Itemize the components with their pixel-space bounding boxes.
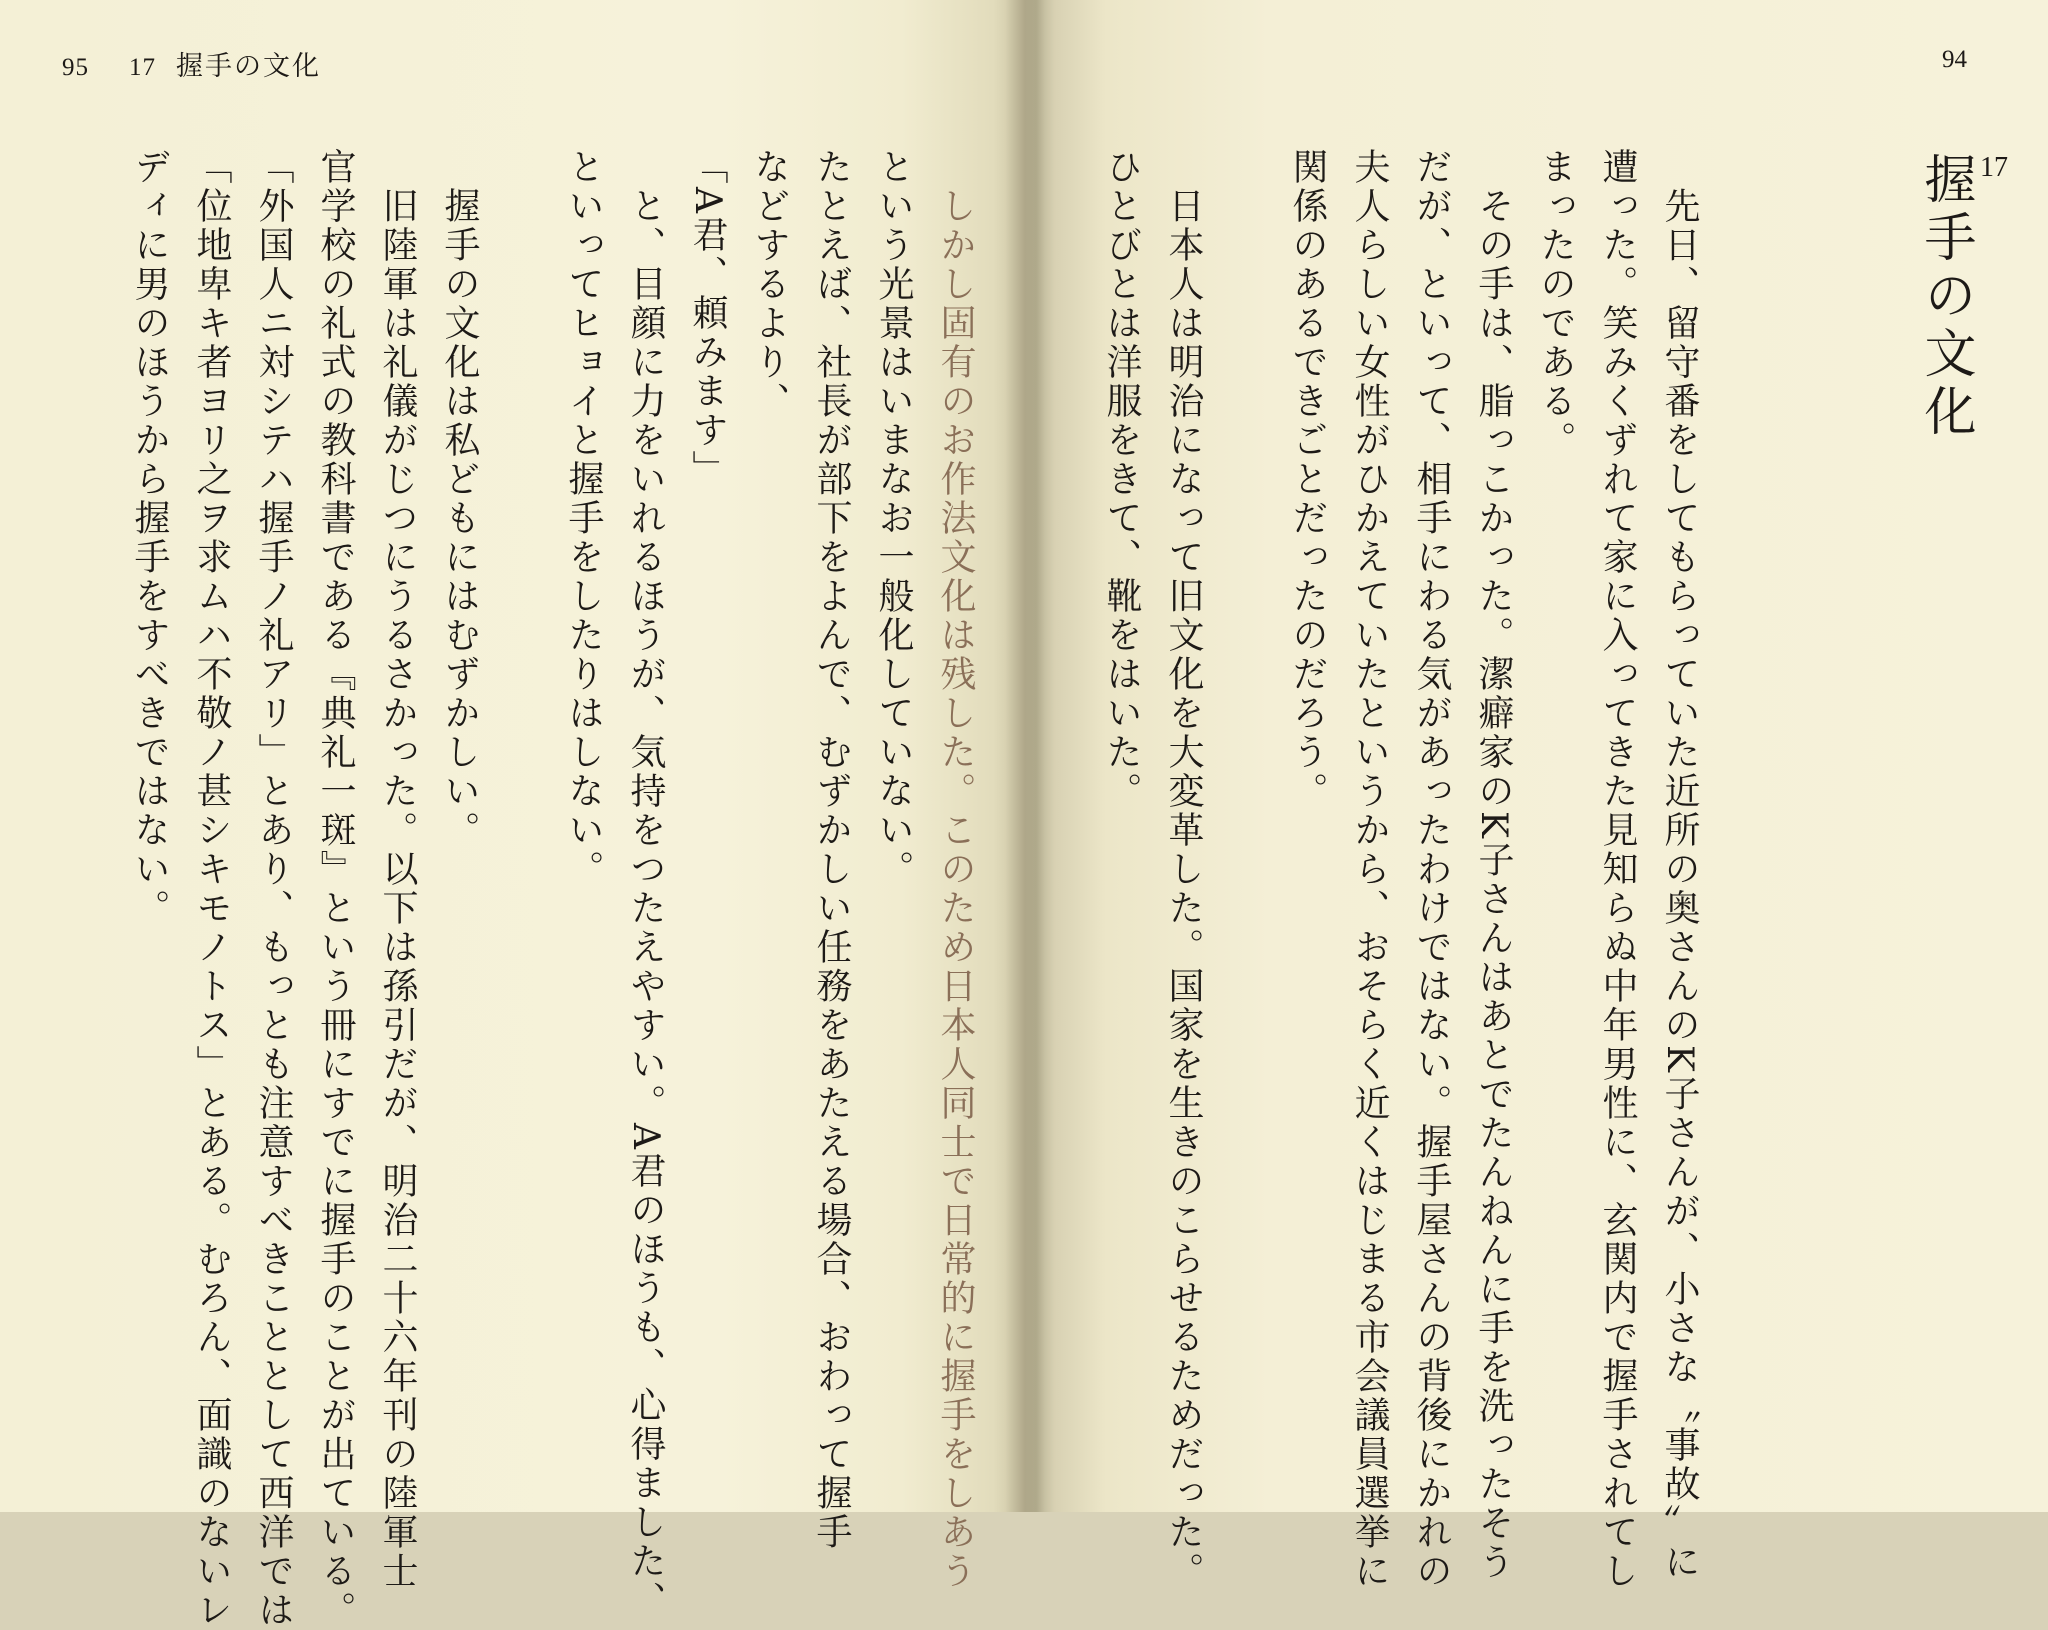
text-column: 「位地卑キ者ヨリ之ヲ求ムハ不敬ノ甚シキモノトス」とある。むろん、面識のないレ (191, 148, 232, 1630)
text-column: 旧陸軍は礼儀がじつにうるさかった。以下は孫引だが、明治二十六年刊の陸軍士 (377, 148, 418, 1591)
running-head-title: 握手の文化 (176, 51, 321, 82)
text-column: しかし固有のお作法文化は残した。このため日本人同士で日常的に握手をしあう (935, 148, 976, 1591)
text-column: 日本人は明治になって旧文化を大変革した。国家を生きのこらせるためだった。 (1163, 148, 1204, 1591)
text-column: ひとびとは洋服をきて、靴をはいた。 (1101, 148, 1142, 811)
page-number: 94 (1942, 46, 1967, 73)
left-page-body (118, 148, 986, 1630)
text-column: まったのである。 (1535, 148, 1576, 460)
text-column: たとえば、社長が部下をよんで、むずかしい任務をあたえる場合、おわって握手 (811, 148, 852, 1552)
text-column: などするより、 (749, 148, 790, 421)
text-column: 官学校の礼式の教科書である『典礼一斑』という冊にすでに握手のことが出ている。 (315, 148, 356, 1630)
text-column (490, 148, 552, 1630)
running-head (62, 44, 321, 83)
text-column: 関係のあるできごとだったのだろう。 (1287, 148, 1328, 811)
right-page (1030, 0, 2048, 1591)
running-head-chapter-number: 17 (129, 54, 156, 81)
text-column: だが、といって、相手にわる気があったわけではない。握手屋さんの背後にかれの (1411, 148, 1452, 1591)
text-column: 遭った。笑みくずれて家に入ってきた見知らぬ中年男性に、玄関内で握手されてし (1597, 148, 1638, 1591)
text-column: 握手の文化は私どもにはむずかしい。 (439, 148, 480, 850)
text-column: 夫人らしい女性がひかえていたというから、おそらく近くはじまる市会議員選挙に (1349, 148, 1390, 1591)
chapter-number: 17 (1980, 152, 2008, 183)
text-column: という光景はいまなお一般化していない。 (873, 148, 914, 889)
right-page-body (1090, 148, 1710, 1591)
chapter-heading (1910, 152, 2008, 442)
left-page (0, 0, 1010, 1630)
text-column: 先日、留守番をしてもらっていた近所の奥さんのK子さんが、小さな〝事故〟に (1659, 148, 1700, 1582)
text-column (1214, 148, 1276, 1591)
text-column: 「A君、頼みます」 (687, 148, 728, 489)
text-column: と、目顔に力をいれるほうが、気持をつたえやすい。A君のほうも、心得ました、 (625, 148, 666, 1620)
text-column: その手は、脂っこかった。潔癖家のK子さんはあとでたんねんに手を洗ったそう (1473, 148, 1514, 1582)
chapter-title: 握手の文化 (1915, 152, 1975, 442)
page-number: 95 (62, 54, 89, 81)
text-column: ディに男のほうから握手をすべきではない。 (129, 148, 170, 928)
text-column: といってヒョイと握手をしたりはしない。 (563, 148, 604, 889)
text-column: 「外国人ニ対シテハ握手ノ礼アリ」とあり、もっとも注意すべきこととして西洋では (253, 148, 294, 1630)
